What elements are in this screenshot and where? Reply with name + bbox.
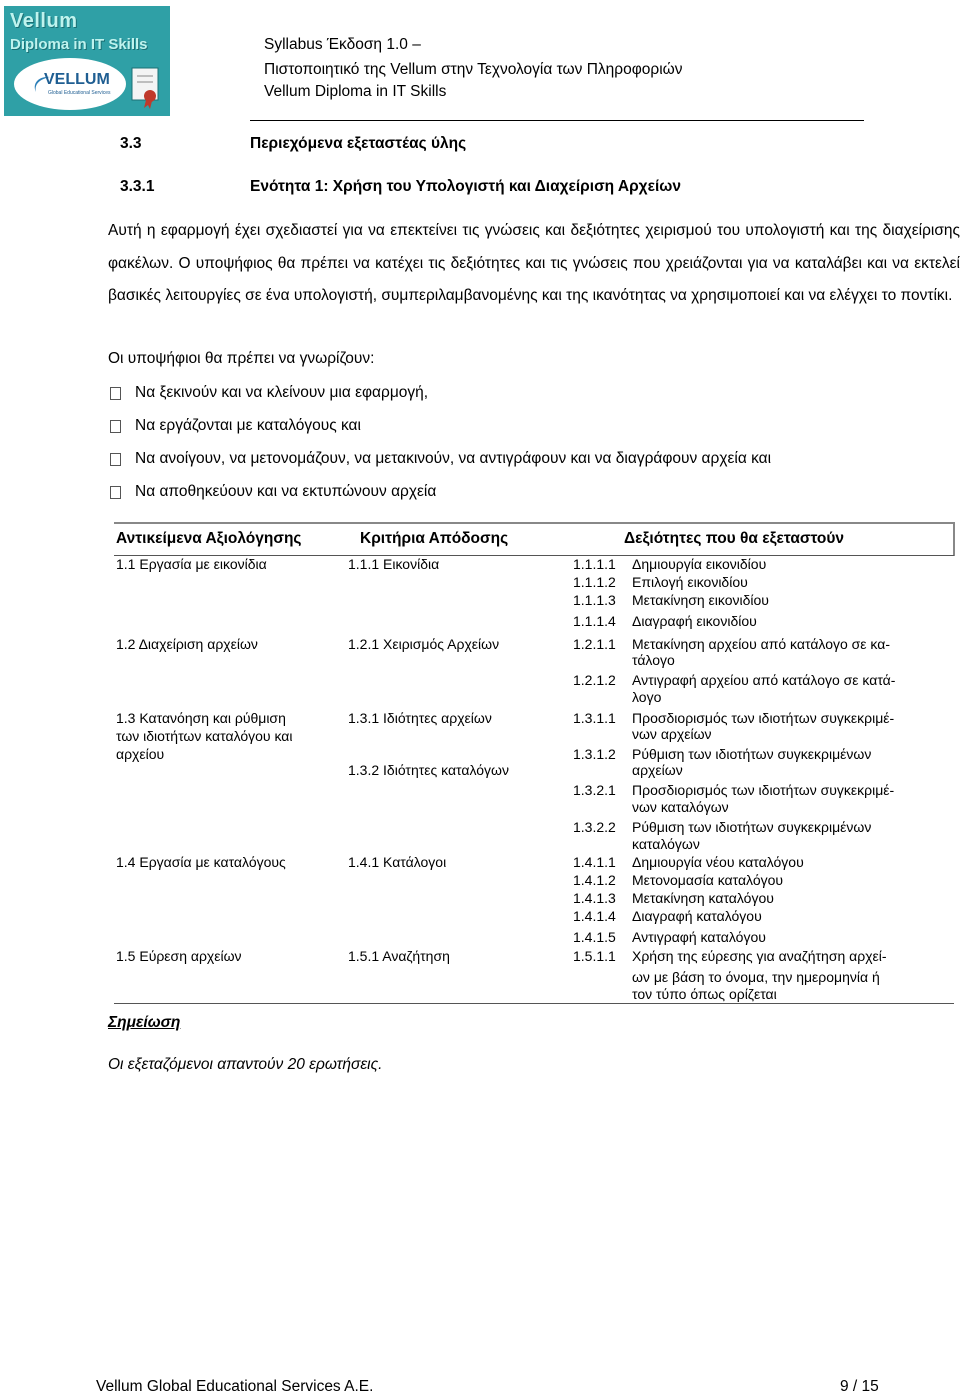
skill-number: 1.1.1.1 xyxy=(573,556,616,572)
header-certificate: Πιστοποιητικό της Vellum στην Τεχνολογία των Πληροφοριών xyxy=(264,61,683,78)
bullet-text: Να ανοίγουν, να μετονομάζουν, να μετακινούν, να αντιγράφουν και να διαγράφουν αρχεία και xyxy=(135,450,772,467)
intro-paragraph: Αυτή η εφαρμογή έχει σχεδιαστεί για να επεκτείνει τις γνώσεις και δεξιότητες χειρισμού του υπολογιστή και της διαχείρισης φακέλων. Ο υποψήφιος θα πρέπει να κατέχει τις δεξιότητες και τις γνώσεις που χρειάζονται για να καταλάβει και να εκτελεί βασικές λειτουργίες σε ένα υπολογιστή, συμπεριλαμβανομένης και της ικανότητας να χρησιμοποιεί και να ελέγχει το ποντίκι. xyxy=(108,222,960,304)
table-cell-criteria: 1.4.1 Κατάλογοι xyxy=(348,854,447,870)
skill-text: Ρύθμιση των ιδιοτήτων συγκεκριμένων xyxy=(632,819,872,835)
table-cell-criteria: 1.3.1 Ιδιότητες αρχείων xyxy=(348,710,492,726)
skill-number: 1.4.1.2 xyxy=(573,872,616,888)
table-cell-object: των ιδιοτήτων καταλόγου και xyxy=(116,728,293,744)
skill-text: Δημιουργία νέου καταλόγου xyxy=(632,854,804,870)
skill-number: 1.3.2.1 xyxy=(573,782,616,798)
subsection-title: Ενότητα 1: Χρήση του Υπολογιστή και Διαχείριση Αρχείων xyxy=(250,178,681,195)
skill-text: Προσδιορισμός των ιδιοτήτων συγκεκριμέ- xyxy=(632,710,895,726)
logo-card-text: VELLUM xyxy=(44,71,110,88)
skill-number: 1.1.1.4 xyxy=(573,613,616,629)
skill-text: Μετακίνηση εικονιδίου xyxy=(632,592,769,608)
skill-text: Μετονομασία καταλόγου xyxy=(632,872,784,888)
table-top-border xyxy=(114,522,954,524)
table-cell-criteria: 1.2.1 Χειρισμός Αρχείων xyxy=(348,636,500,652)
column-header-skills: Δεξιότητες που θα εξεταστούν xyxy=(624,530,845,547)
bullet-text: Να εργάζονται με καταλόγους και xyxy=(135,417,361,434)
table-bottom-border xyxy=(114,1003,954,1004)
candidates-intro: Οι υποψήφιοι θα πρέπει να γνωρίζουν: xyxy=(108,350,375,367)
note-title: Σημείωση xyxy=(108,1014,181,1031)
skill-text: τον τύπο όπως ορίζεται xyxy=(632,986,777,1002)
skill-number: 1.1.1.2 xyxy=(573,574,616,590)
bullet-item xyxy=(108,483,436,501)
skill-text: νων αρχείων xyxy=(632,726,712,742)
footer-company: Vellum Global Educational Services A.E. xyxy=(96,1378,374,1395)
logo-card-sub: Global Educational Services xyxy=(48,90,111,96)
checkbox-glyph-icon xyxy=(110,453,121,466)
skill-text: Διαγραφή εικονιδίου xyxy=(632,613,757,629)
skill-number: 1.4.1.1 xyxy=(573,854,616,870)
logo-subtitle: Diploma in IT Skills xyxy=(10,36,148,53)
skill-number: 1.3.1.2 xyxy=(573,746,616,762)
bullet-text: Να αποθηκεύουν και να εκτυπώνουν αρχεία xyxy=(135,483,437,500)
table-cell-object: 1.1 Εργασία με εικονίδια xyxy=(116,556,267,572)
section-number: 3.3 xyxy=(120,135,142,152)
skill-number: 1.4.1.4 xyxy=(573,908,616,924)
skill-text: Δημιουργία εικονιδίου xyxy=(632,556,767,572)
skill-text: Προσδιορισμός των ιδιοτήτων συγκεκριμέ- xyxy=(632,782,895,798)
skill-number: 1.2.1.1 xyxy=(573,636,616,652)
header-divider xyxy=(250,120,864,121)
table-cell-criteria: 1.3.2 Ιδιότητες καταλόγων xyxy=(348,762,509,778)
table-cell-object: 1.2 Διαχείριση αρχείων xyxy=(116,636,258,652)
skill-text: ων με βάση το όνομα, την ημερομηνία ή xyxy=(632,969,880,985)
bullet-item xyxy=(108,384,428,402)
skill-text: Αντιγραφή καταλόγου xyxy=(632,929,766,945)
logo-emblem xyxy=(14,58,126,110)
table-cell-object: 1.5 Εύρεση αρχείων xyxy=(116,948,242,964)
checkbox-glyph-icon xyxy=(110,420,121,433)
subsection-number: 3.3.1 xyxy=(120,178,155,195)
bullet-text: Να ξεκινούν και να κλείνουν μια εφαρμογή, xyxy=(135,384,429,401)
header-diploma: Vellum Diploma in IT Skills xyxy=(264,83,447,100)
logo-title: Vellum xyxy=(10,10,78,32)
skill-number: 1.4.1.5 xyxy=(573,929,616,945)
table-cell-object: αρχείου xyxy=(116,746,165,762)
skill-number: 1.4.1.3 xyxy=(573,890,616,906)
table-cell-object: 1.4 Εργασία με καταλόγους xyxy=(116,854,286,870)
table-cell-criteria: 1.1.1 Εικονίδια xyxy=(348,556,440,572)
vellum-logo xyxy=(4,6,170,116)
skill-number: 1.1.1.3 xyxy=(573,592,616,608)
note-text: Οι εξεταζόμενοι απαντούν 20 ερωτήσεις. xyxy=(108,1056,383,1073)
skill-text: Μετακίνηση αρχείου από κατάλογο σε κα- xyxy=(632,636,891,652)
skill-text: Χρήση της εύρεσης για αναζήτηση αρχεί- xyxy=(632,948,887,964)
checkbox-glyph-icon xyxy=(110,387,121,400)
skill-text: Μετακίνηση καταλόγου xyxy=(632,890,774,906)
skill-number: 1.2.1.2 xyxy=(573,672,616,688)
skill-text: αρχείων xyxy=(632,762,683,778)
skill-text: Διαγραφή καταλόγου xyxy=(632,908,762,924)
bullet-item xyxy=(108,450,771,468)
skill-number: 1.5.1.1 xyxy=(573,948,616,964)
skill-text: Αντιγραφή αρχείου από κατάλογο σε κατά- xyxy=(632,672,896,688)
checkbox-glyph-icon xyxy=(110,486,121,499)
skill-text: τάλογο xyxy=(632,652,675,668)
section-title: Περιεχόμενα εξεταστέας ύλης xyxy=(250,135,467,152)
column-header-objects: Αντικείμενα Αξιολόγησης xyxy=(116,530,302,547)
skill-text: καταλόγων xyxy=(632,836,700,852)
certificate-icon xyxy=(128,66,164,110)
bullet-item xyxy=(108,417,361,435)
footer-page-number: 9 / 15 xyxy=(840,1378,879,1395)
skill-text: νων καταλόγων xyxy=(632,799,729,815)
skill-number: 1.3.1.1 xyxy=(573,710,616,726)
skill-number: 1.3.2.2 xyxy=(573,819,616,835)
skill-text: λογο xyxy=(632,689,662,705)
table-cell-criteria: 1.5.1 Αναζήτηση xyxy=(348,948,450,964)
column-header-criteria: Κριτήρια Απόδοσης xyxy=(360,530,509,547)
header-syllabus: Syllabus Έκδοση 1.0 – xyxy=(264,36,421,53)
table-cell-object: 1.3 Κατανόηση και ρύθμιση xyxy=(116,710,286,726)
table-header-right-border xyxy=(953,522,955,556)
skill-text: Επιλογή εικονιδίου xyxy=(632,574,748,590)
skill-text: Ρύθμιση των ιδιοτήτων συγκεκριμένων xyxy=(632,746,872,762)
